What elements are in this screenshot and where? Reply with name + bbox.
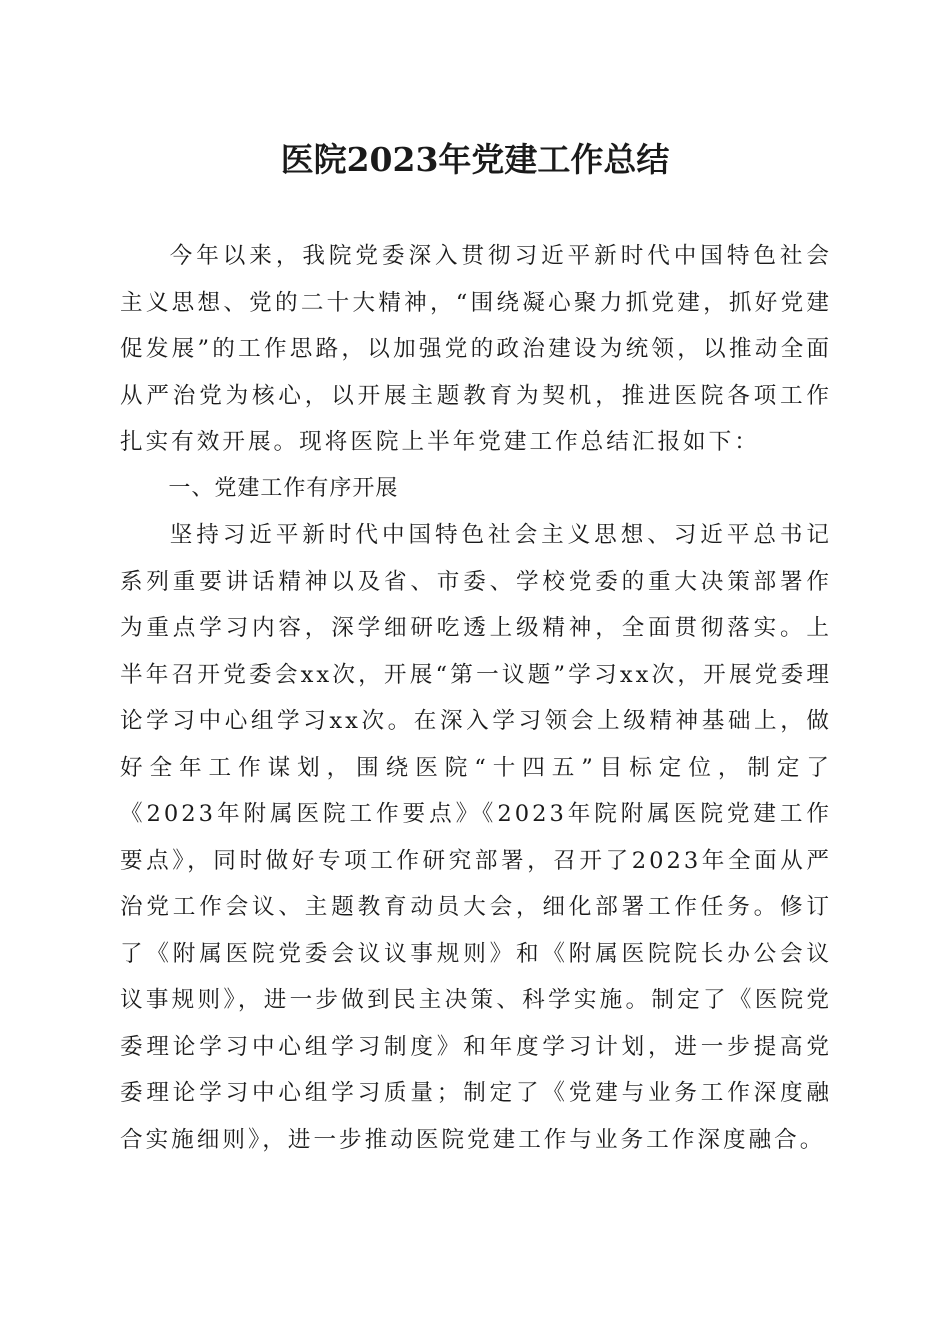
document-body	[120, 233, 832, 1163]
section-heading: 一、党建工作有序开展	[168, 475, 399, 501]
section-paragraph: 坚持习近平新时代中国特色社会主义思想、习近平总书记系列重要讲话精神以及省、市委、学校党委的重大决策部署作为重点学习内容，深学细研吃透上级精神，全面贯彻落实。上半年召开党委会xx次，开展“第一议题”学习xx次，开展党委理论学习中心组学习xx次。在深入学习领会上级精神基础上，做好全年工作谋划，围绕医院“十四五”目标定位，制定了《2023年附属医院工作要点》《2023年院附属医院党建工作要点》，同时做好专项工作研究部署，召开了2023年全面从严治党工作会议、主题教育动员大会，细化部署工作任务。修订了《附属医院党委会议议事规则》和《附属医院院长办公会议议事规则》，进一步做到民主决策、科学实施。制定了《医院党委理论学习中心组学习制度》和年度学习计划，进一步提高党委理论学习中心组学习质量；制定了《党建与业务工作深度融合实施细则》，进一步推动医院党建工作与业务工作深度融合。	[120, 522, 832, 1153]
intro-paragraph: 今年以来，我院党委深入贯彻习近平新时代中国特色社会主义思想、党的二十大精神，“围绕凝心聚力抓党建，抓好党建促发展”的工作思路，以加强党的政治建设为统领，以推动全面从严治党为核心，以开展主题教育为契机，推进医院各项工作扎实有效开展。现将医院上半年党建工作总结汇报如下：	[120, 243, 832, 455]
document-title: 医院2023年党建工作总结	[280, 140, 670, 179]
